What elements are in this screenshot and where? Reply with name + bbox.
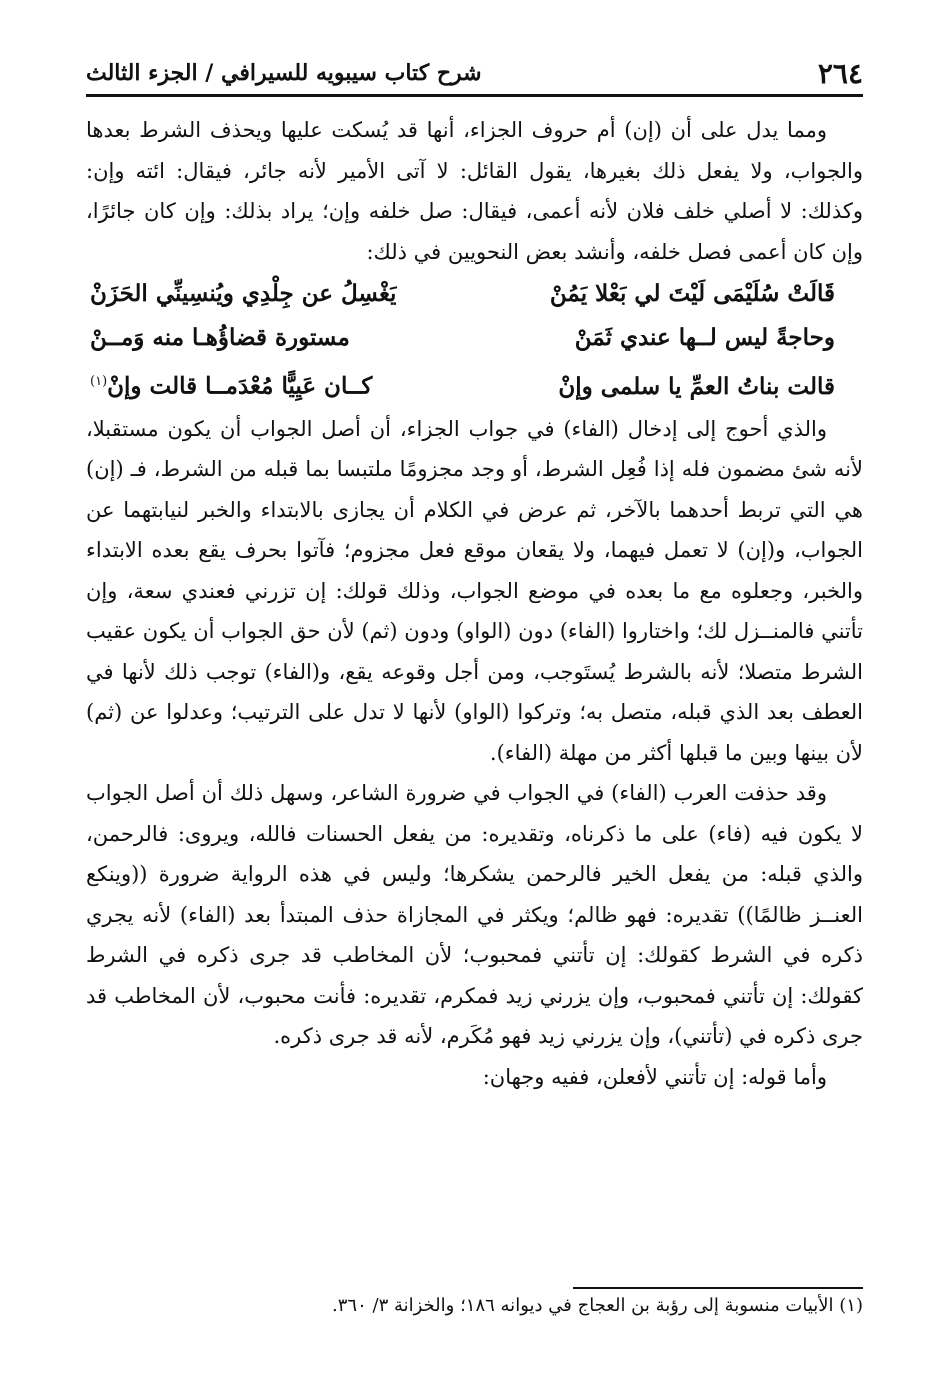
page-number: ٢٦٤ bbox=[817, 56, 863, 90]
verse-line-3 bbox=[86, 360, 863, 409]
verse-2-second-hemistich: مستورة قضاؤُهـا منه وَمــنْ bbox=[90, 324, 350, 351]
main-text bbox=[86, 110, 863, 1097]
verse-line-1 bbox=[86, 272, 863, 316]
verse-line-2 bbox=[86, 316, 863, 360]
paragraph-2: والذي أحوج إلى إدخال (الفاء) في جواب الجزاء، أن أصل الجواب أن يكون مستقبلا، لأنه شئ مضمون فله إذا فُعِل الشرط، أو وجد مجزومًا ملتبسا بما قبله من الشرط، فـ (إن) هي التي تربط أحدهما بالآخر، ثم عرض في الكلام أن يجازى بالابتداء والخبر لنيابتهما عن الجواب، و(إن) لا تعمل فيهما، ولا يقعان موقع فعل مجزوم؛ فآتوا بحرف يقع بعده الابتداء والخبر، وجعلوه مع ما بعده في موضع الجواب، وذلك قولك: إن تزرني فعندي سعة، وإن تأتني فالمنــزل لك؛ واختاروا (الفاء) دون (الواو) ودون (ثم) لأن حق الجواب أن يكون عقيب الشرط متصلا؛ لأنه بالشرط يُستَوجب، ومن أجل وقوعه يقع، و(الفاء) توجب ذلك لأنها في العطف بعد الذي قبله، متصل به؛ وتركوا (الواو) لأنها لا تدل على الترتيب؛ وعدلوا عن (ثم) لأن بينها وبين ما قبلها أكثر من مهلة (الفاء). bbox=[86, 416, 863, 765]
page-header bbox=[86, 52, 863, 97]
verse-3-second-hemistich: كــان عَيِيًّا مُعْدَمــا قالت وإنْ bbox=[107, 372, 373, 400]
poem-verses bbox=[86, 272, 863, 409]
verse-1-first-hemistich: قَالَتْ سُلَيْمَى لَيْتَ لي بَعْلا يَمُنْ bbox=[549, 280, 835, 307]
running-title: شرح كتاب سيبويه للسيرافي / الجزء الثالث bbox=[86, 60, 482, 86]
paragraph-1: ومما يدل على أن (إن) أم حروف الجزاء، أنها قد يُسكت عليها ويحذف الشرط بعدها والجواب، ولا يفعل ذلك بغيرها، يقول القائل: لا آتى الأمير لأنه جائر، فيقال: ائته وإن: وكذلك: لا أصلي خلف فلان لأنه أعمى، فيقال: صل خلفه وإن؛ يراد بذلك: وإن كان جائرًا، وإن كان أعمى فصل خلفه، وأنشد بعض النحويين في ذلك: bbox=[86, 118, 863, 264]
verse-2-first-hemistich: وحاجةً ليس لــها عندي ثَمَنْ bbox=[574, 324, 835, 351]
paragraph-3: وقد حذفت العرب (الفاء) في الجواب في ضرورة الشاعر، وسهل ذلك أن أصل الجواب لا يكون فيه (فاء) على ما ذكرناه، وتقديره: من يفعل الحسنات فالله، ويروى: فالرحمن، والذي قبله: من يفعل الخير فالرحمن يشكرها؛ وليس في هذه الرواية ضرورة ((وينكع العنــز ظالمًا)) تقديره: فهو ظالم؛ ويكثر في المجازاة حذف المبتدأ بعد (الفاء) لأنه يجري ذكره في الشرط كقولك: إن تأتني فمحبوب؛ لأن المخاطب قد جرى ذكره في الشرط كقولك: إن تأتني فمحبوب، وإن يزرني زيد فمكرم، تقديره: فأنت محبوب، لأن المخاطب قد جرى ذكره في (تأتني)، وإن يزرني زيد فهو مُكَرم، لأنه قد جرى ذكره. bbox=[86, 781, 863, 1049]
verse-1-second-hemistich: يَغْسِلُ عن جِلْدِي ويُنسِينِّي الحَزَنْ bbox=[90, 280, 397, 307]
verse-3-first-hemistich: قالت بناتُ العمِّ يا سلمى وإنْ bbox=[558, 372, 835, 400]
footnote-reference[interactable]: (١) bbox=[90, 374, 108, 389]
verse-3-second-hemistich-wrap bbox=[90, 360, 372, 409]
paragraph-4: وأما قوله: إن تأتني لأفعلن، ففيه وجهان: bbox=[482, 1064, 827, 1089]
footnote: (١) الأبيات منسوبة إلى رؤبة بن العجاج في ديوانه ١٨٦؛ والخزانة ٣/ ٣٦٠. bbox=[332, 1295, 863, 1316]
footnote-divider bbox=[573, 1287, 863, 1289]
